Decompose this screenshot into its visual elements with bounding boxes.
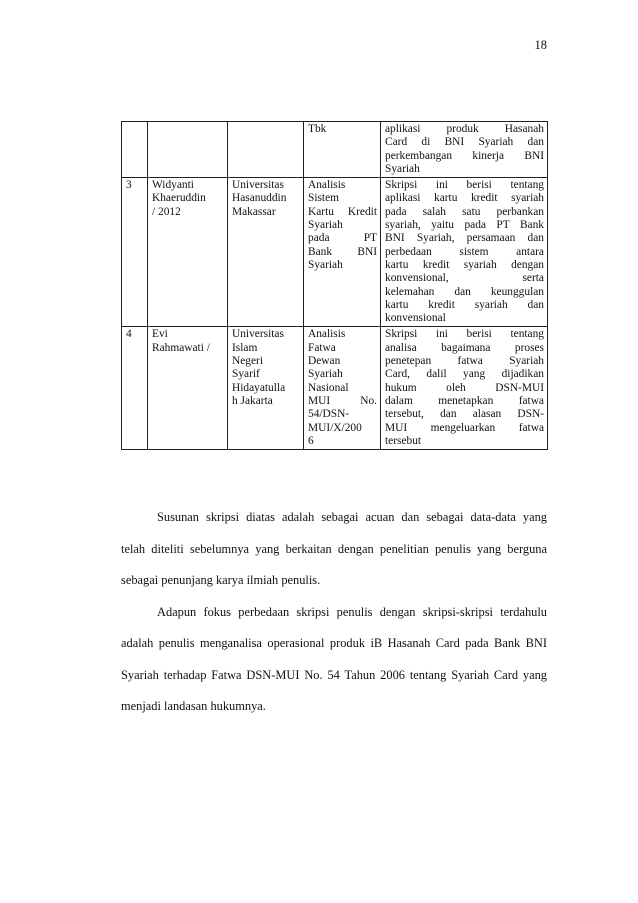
cell-line: tersebut: [385, 434, 422, 447]
cell-author: [148, 122, 228, 178]
cell-line: Evi: [152, 328, 168, 341]
paragraph-line: sebagai penunjang karya ilmiah penulis.: [121, 573, 321, 587]
paragraph-line: Susunan skripsi diatas adalah sebagai acuan dan sebagai data-data yang: [157, 510, 547, 524]
cell-no: 4: [122, 327, 148, 450]
cell-line: Hidayatulla: [232, 381, 286, 394]
cell-line: kartu kredit syariah dengan: [385, 258, 544, 271]
cell-line: Syarif: [232, 368, 260, 381]
cell-line: pada salah satu perbankan: [385, 205, 544, 218]
paragraph-line: Syariah terhadap Fatwa DSN-MUI No. 54 Tahun 2006 tentang Syariah Card yang: [121, 667, 547, 682]
cell-university: [228, 327, 304, 450]
cell-line: kelemahan dan keunggulan: [385, 285, 544, 298]
cell-line: Syariah: [308, 368, 343, 381]
cell-title: [304, 178, 381, 327]
cell-line: Card, dalil yang dijadikan: [385, 368, 544, 381]
cell-line: h Jakarta: [232, 394, 273, 407]
cell-line: 6: [308, 434, 314, 447]
cell-line: hukum oleh DSN-MUI: [385, 381, 544, 394]
cell-line: 54/DSN-: [308, 408, 350, 421]
cell-line: Bank BNI: [308, 245, 377, 258]
cell-line: aplikasi kartu kredit syariah: [385, 192, 544, 205]
cell-line: kartu kredit syariah dan: [385, 298, 544, 311]
paragraph-line: adalah penulis menganalisa operasional produk iB Hasanah Card pada Bank BNI: [121, 636, 547, 650]
cell-summary: [381, 122, 548, 178]
cell-line: konvensional, serta: [385, 272, 544, 285]
cell-line: Dewan: [308, 355, 341, 368]
cell-title: [304, 327, 381, 450]
cell-line: MUI No.: [308, 394, 377, 407]
cell-line: Syariah: [308, 219, 343, 232]
cell-line: Fatwa: [308, 341, 336, 354]
cell-university: [228, 122, 304, 178]
cell-line: Skripsi ini berisi tentang: [385, 328, 544, 341]
cell-line: Khaeruddin: [152, 192, 206, 205]
cell-line: Rahmawati /: [152, 341, 210, 354]
cell-line: Card di BNI Syariah dan: [385, 136, 544, 149]
cell-line: pada PT: [308, 232, 377, 245]
cell-line: Syariah: [385, 162, 420, 175]
cell-no: [122, 122, 148, 178]
cell-line: perbedaan sistem antara: [385, 245, 544, 258]
cell-line: Hasanuddin: [232, 192, 287, 205]
cell-line: Islam: [232, 341, 258, 354]
cell-line: Skripsi ini berisi tentang: [385, 179, 544, 192]
cell-line: Nasional: [308, 381, 349, 394]
cell-line: Tbk: [308, 123, 327, 135]
cell-author: [148, 327, 228, 450]
cell-line: konvensional: [385, 312, 446, 325]
cell-line: Makassar: [232, 205, 276, 218]
cell-line: MUI mengeluarkan fatwa: [385, 421, 544, 434]
cell-line: Kartu Kredit: [308, 205, 377, 218]
cell-line: Syariah: [308, 258, 343, 271]
cell-line: Universitas: [232, 328, 284, 341]
cell-university: [228, 178, 304, 327]
paragraph-line: telah diteliti sebelumnya yang berkaitan dengan penelitian penulis yang berguna: [121, 541, 547, 556]
paragraph-line: menjadi landasan hukumnya.: [121, 699, 266, 713]
cell-line: aplikasi produk Hasanah: [385, 123, 544, 135]
table-row: [122, 122, 548, 178]
cell-line: Negeri: [232, 355, 263, 368]
cell-line: Widyanti: [152, 179, 194, 192]
cell-line: MUI/X/200: [308, 421, 362, 434]
cell-title: [304, 122, 381, 178]
cell-line: penetepan fatwa Syariah: [385, 355, 544, 368]
cell-line: Analisis: [308, 179, 346, 192]
cell-line: dalam menetapkan fatwa: [385, 394, 544, 407]
cell-line: Universitas: [232, 179, 284, 192]
cell-no: 3: [122, 178, 148, 327]
paragraph-line: Adapun fokus perbedaan skripsi penulis dengan skripsi-skripsi terdahulu: [157, 604, 547, 619]
cell-line: BNI Syariah, persamaan dan: [385, 232, 544, 245]
cell-line: analisa bagaimana proses: [385, 341, 544, 354]
cell-line: perkembangan kinerja BNI: [385, 149, 544, 162]
table-row: [122, 327, 548, 450]
literature-table: [121, 121, 548, 450]
cell-line: tersebut, dan alasan DSN-: [385, 408, 544, 421]
cell-author: [148, 178, 228, 327]
cell-summary: [381, 327, 548, 450]
cell-line: / 2012: [152, 205, 181, 218]
cell-line: Analisis: [308, 328, 346, 341]
cell-line: syariah, yaitu pada PT Bank: [385, 219, 544, 232]
table-row: [122, 178, 548, 327]
cell-line: Sistem: [308, 192, 340, 205]
page-number: 18: [534, 38, 547, 52]
cell-summary: [381, 178, 548, 327]
